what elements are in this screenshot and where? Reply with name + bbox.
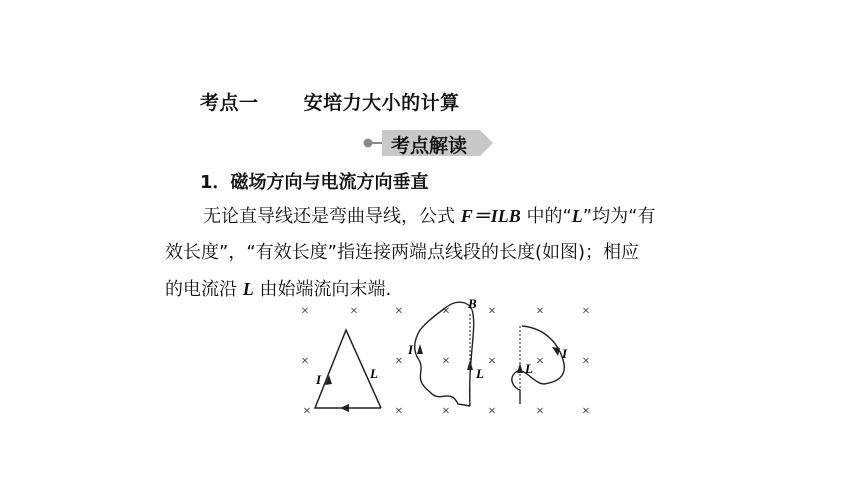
length-symbol: L bbox=[242, 279, 254, 299]
field-mark: × bbox=[488, 304, 496, 319]
field-mark: × bbox=[442, 404, 450, 419]
field-mark: × bbox=[582, 354, 590, 369]
field-mark: × bbox=[488, 354, 496, 369]
length-label: L bbox=[476, 366, 484, 381]
field-mark: × bbox=[488, 404, 496, 419]
section-number: 考点一 bbox=[200, 92, 259, 114]
subheading: 1．磁场方向与电流方向垂直 bbox=[200, 172, 429, 193]
field-mark: × bbox=[536, 404, 544, 419]
magnetic-field-marks bbox=[301, 304, 590, 419]
paragraph-line-3: 的电流沿 L 由始端流向末端. bbox=[165, 279, 392, 300]
current-label: I bbox=[408, 342, 414, 357]
field-mark: × bbox=[395, 404, 403, 419]
formula: F＝ILB bbox=[460, 206, 521, 226]
field-mark: × bbox=[536, 304, 544, 319]
field-mark: × bbox=[350, 304, 358, 319]
length-label: L bbox=[525, 361, 533, 376]
length-symbol: L bbox=[571, 206, 583, 226]
section-title: 安培力大小的计算 bbox=[303, 92, 460, 114]
field-mark: × bbox=[442, 304, 450, 319]
paragraph-line-2: 效长度”，“有效长度”指连接两端点线段的长度(如图)；相应 bbox=[165, 242, 640, 263]
section-heading bbox=[200, 88, 460, 115]
field-mark: × bbox=[395, 354, 403, 369]
current-label: I bbox=[316, 372, 322, 387]
field-mark: × bbox=[442, 354, 450, 369]
topic-banner bbox=[360, 128, 500, 158]
triangle-conductor bbox=[315, 330, 381, 412]
field-mark: × bbox=[301, 304, 309, 319]
field-label: B bbox=[468, 296, 477, 311]
current-label: I bbox=[562, 346, 568, 361]
field-mark: × bbox=[395, 304, 403, 319]
paragraph-line-1: 无论直导线还是弯曲导线，公式 F＝ILB 中的“L”均为“有 bbox=[203, 206, 656, 227]
effective-length-figure bbox=[290, 292, 610, 422]
banner-label: 考点解读 bbox=[391, 135, 468, 157]
field-mark: × bbox=[582, 304, 590, 319]
length-label: L bbox=[370, 366, 378, 381]
field-mark: × bbox=[303, 404, 311, 419]
field-mark: × bbox=[582, 404, 590, 419]
field-mark: × bbox=[536, 354, 544, 369]
field-mark: × bbox=[301, 354, 309, 369]
